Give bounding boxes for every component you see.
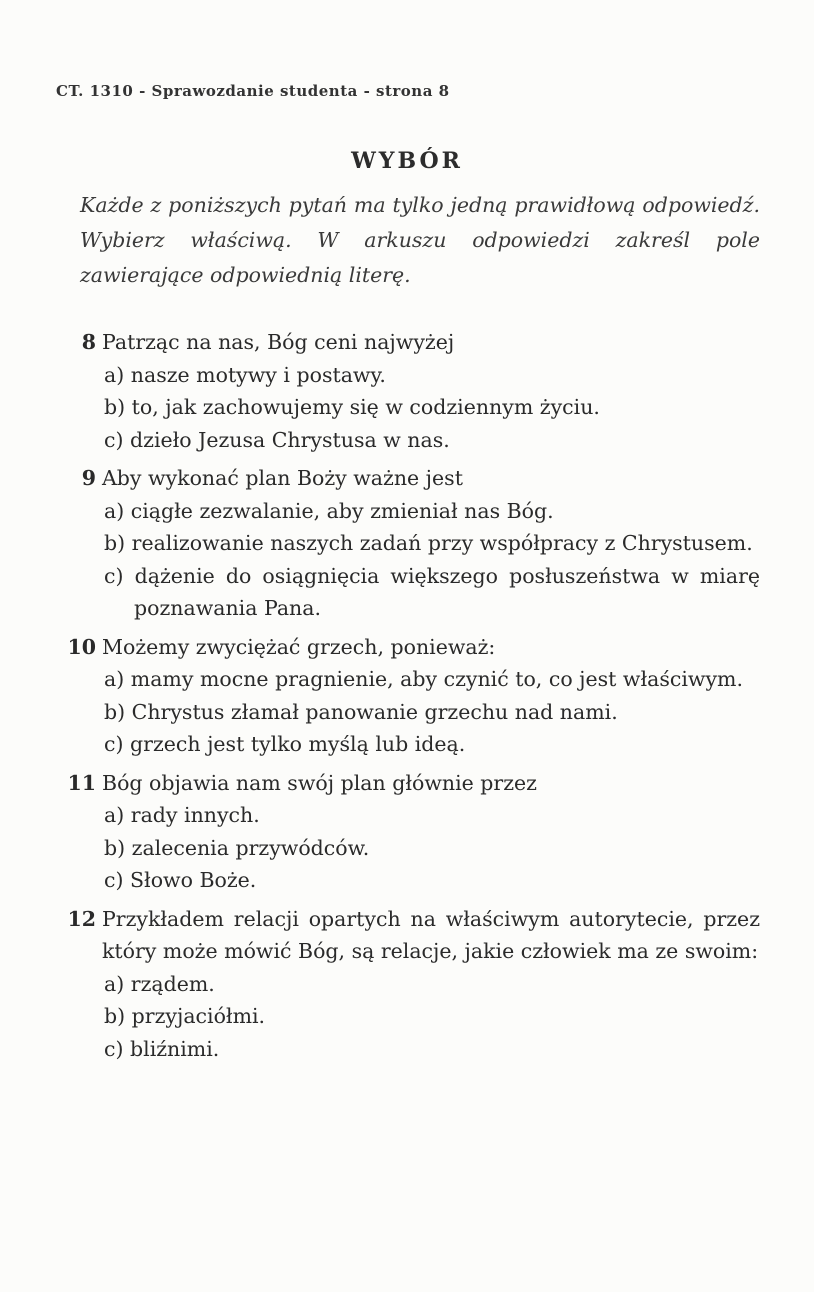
option-a[interactable]	[104, 495, 760, 528]
option-list	[104, 968, 760, 1066]
option-b[interactable]	[104, 527, 760, 560]
option-text: dążenie do osiągnięcia większego posłuszeństwa w miarę poznawania Pana.	[134, 563, 760, 620]
question-8	[60, 326, 760, 456]
option-a[interactable]	[104, 799, 760, 832]
option-text: Chrystus złamał panowanie grzechu nad nami.	[131, 699, 618, 724]
option-letter: b)	[104, 699, 126, 724]
option-letter: a)	[104, 803, 125, 827]
option-letter: a)	[104, 498, 125, 523]
question-number: 10	[67, 634, 96, 659]
section-title: WYBÓR	[351, 148, 463, 174]
question-number: 8	[81, 330, 96, 354]
question-list	[60, 326, 760, 1071]
option-letter: b)	[104, 531, 126, 555]
option-c[interactable]	[104, 1033, 760, 1066]
option-b[interactable]	[104, 391, 760, 424]
question-12	[60, 903, 760, 1066]
question-text: Możemy zwyciężać grzech, ponieważ:	[102, 634, 496, 659]
option-letter: c)	[104, 427, 124, 452]
option-letter: a)	[104, 667, 125, 691]
option-text: bliźnimi.	[130, 1036, 220, 1061]
option-c[interactable]	[104, 728, 760, 761]
option-list	[104, 495, 760, 625]
option-letter: c)	[104, 1036, 124, 1061]
question-number: 9	[81, 466, 96, 490]
option-c[interactable]	[104, 864, 760, 897]
instructions: Każde z poniższych pytań ma tylko jedną prawidłową odpowiedź. Wybierz właściwą. W arkuszu odpowiedzi zakreśl pole zawierające odpowiednią literę.	[80, 193, 760, 287]
option-text: Słowo Boże.	[130, 868, 257, 892]
question-text: Patrząc na nas, Bóg ceni najwyżej	[102, 330, 455, 354]
option-list	[104, 359, 760, 457]
question-9	[60, 462, 760, 625]
option-c[interactable]	[104, 560, 760, 625]
question-text: Bóg objawia nam swój plan głównie przez	[102, 770, 537, 795]
question-text: Przykładem relacji opartych na właściwym autorytecie, przez który może mówić Bóg, są relacje, jakie człowiek ma ze swoim:	[102, 906, 760, 963]
option-a[interactable]	[104, 663, 760, 696]
option-letter: c)	[104, 732, 124, 756]
option-letter: b)	[104, 1004, 126, 1028]
option-text: grzech jest tylko myślą lub ideą.	[130, 732, 466, 756]
option-letter: c)	[104, 868, 124, 892]
question-number: 12	[67, 906, 96, 931]
question-text: Aby wykonać plan Boży ważne jest	[102, 466, 463, 490]
option-text: dzieło Jezusa Chrystusa w nas.	[130, 427, 450, 452]
option-letter: a)	[104, 362, 125, 387]
option-text: realizowanie naszych zadań przy współpracy z Chrystusem.	[131, 531, 753, 555]
option-text: rządem.	[130, 971, 215, 996]
running-header: CT. 1310 - Sprawozdanie studenta - strona 8	[56, 82, 450, 100]
option-b[interactable]	[104, 696, 760, 729]
question-number: 11	[67, 770, 96, 795]
option-letter: a)	[104, 971, 125, 996]
option-a[interactable]	[104, 968, 760, 1001]
option-a[interactable]	[104, 359, 760, 392]
option-text: ciągłe zezwalanie, aby zmieniał nas Bóg.	[130, 498, 554, 523]
option-letter: b)	[104, 835, 126, 860]
option-text: mamy mocne pragnienie, aby czynić to, co jest właściwym.	[130, 667, 743, 691]
option-letter: b)	[104, 395, 126, 419]
option-list	[104, 663, 760, 761]
question-10	[60, 631, 760, 761]
option-b[interactable]	[104, 1000, 760, 1033]
option-list	[104, 799, 760, 897]
option-text: przyjaciółmi.	[131, 1004, 266, 1028]
option-text: to, jak zachowujemy się w codziennym życiu.	[131, 395, 600, 419]
question-11	[60, 767, 760, 897]
option-b[interactable]	[104, 832, 760, 865]
option-text: zalecenia przywódców.	[131, 835, 370, 860]
option-text: rady innych.	[130, 803, 260, 827]
option-text: nasze motywy i postawy.	[130, 362, 386, 387]
option-letter: c)	[104, 563, 124, 588]
option-c[interactable]	[104, 424, 760, 457]
